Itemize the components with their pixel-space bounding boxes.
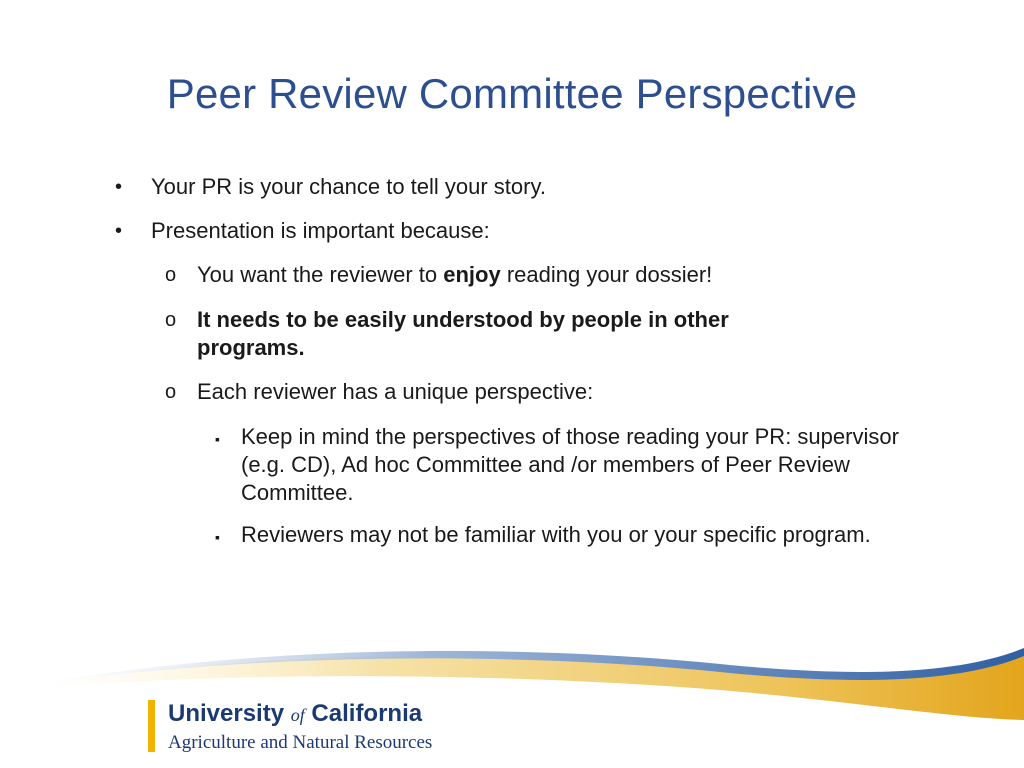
logo-word-university: University [168, 700, 285, 727]
sub-bullet-text-bold: It needs to be easily understood by people in other programs. [197, 307, 729, 360]
square-bullet-marker: ▪ [215, 431, 220, 447]
logo-university-name [168, 700, 422, 728]
sub-bullet-text [197, 261, 837, 289]
bullet-text: Presentation is important because: [151, 218, 490, 243]
bullet-marker: • [115, 220, 123, 242]
bullet-text: Your PR is your chance to tell your story. [151, 174, 546, 199]
emphasis-enjoy: enjoy [443, 262, 501, 287]
logo-word-california: California [311, 700, 423, 727]
sub-bullet-text: Each reviewer has a unique perspective: [197, 379, 594, 404]
sub-sub-bullet-text: Reviewers may not be familiar with you or your specific program. [241, 522, 871, 547]
logo-accent-bar [148, 700, 155, 752]
sub-bullet-text-end: reading your dossier! [500, 262, 713, 287]
logo-word-of: of [290, 705, 305, 725]
sub-bullet-marker: o [165, 264, 177, 286]
logo-division-name: Agriculture and Natural Resources [168, 732, 433, 753]
slide-title: Peer Review Committee Perspective [166, 70, 858, 117]
sub-bullet-marker: o [165, 309, 177, 331]
sub-bullet-text-start: You want the reviewer to [197, 262, 444, 287]
square-bullet-marker: ▪ [215, 529, 220, 545]
bullet-marker: • [115, 176, 123, 198]
sub-bullet-marker: o [165, 381, 177, 403]
sub-sub-bullet-text: Keep in mind the perspectives of those reading your PR: supervisor (e.g. CD), Ad hoc Committee and /or members of Peer Review Committee. [241, 424, 899, 505]
